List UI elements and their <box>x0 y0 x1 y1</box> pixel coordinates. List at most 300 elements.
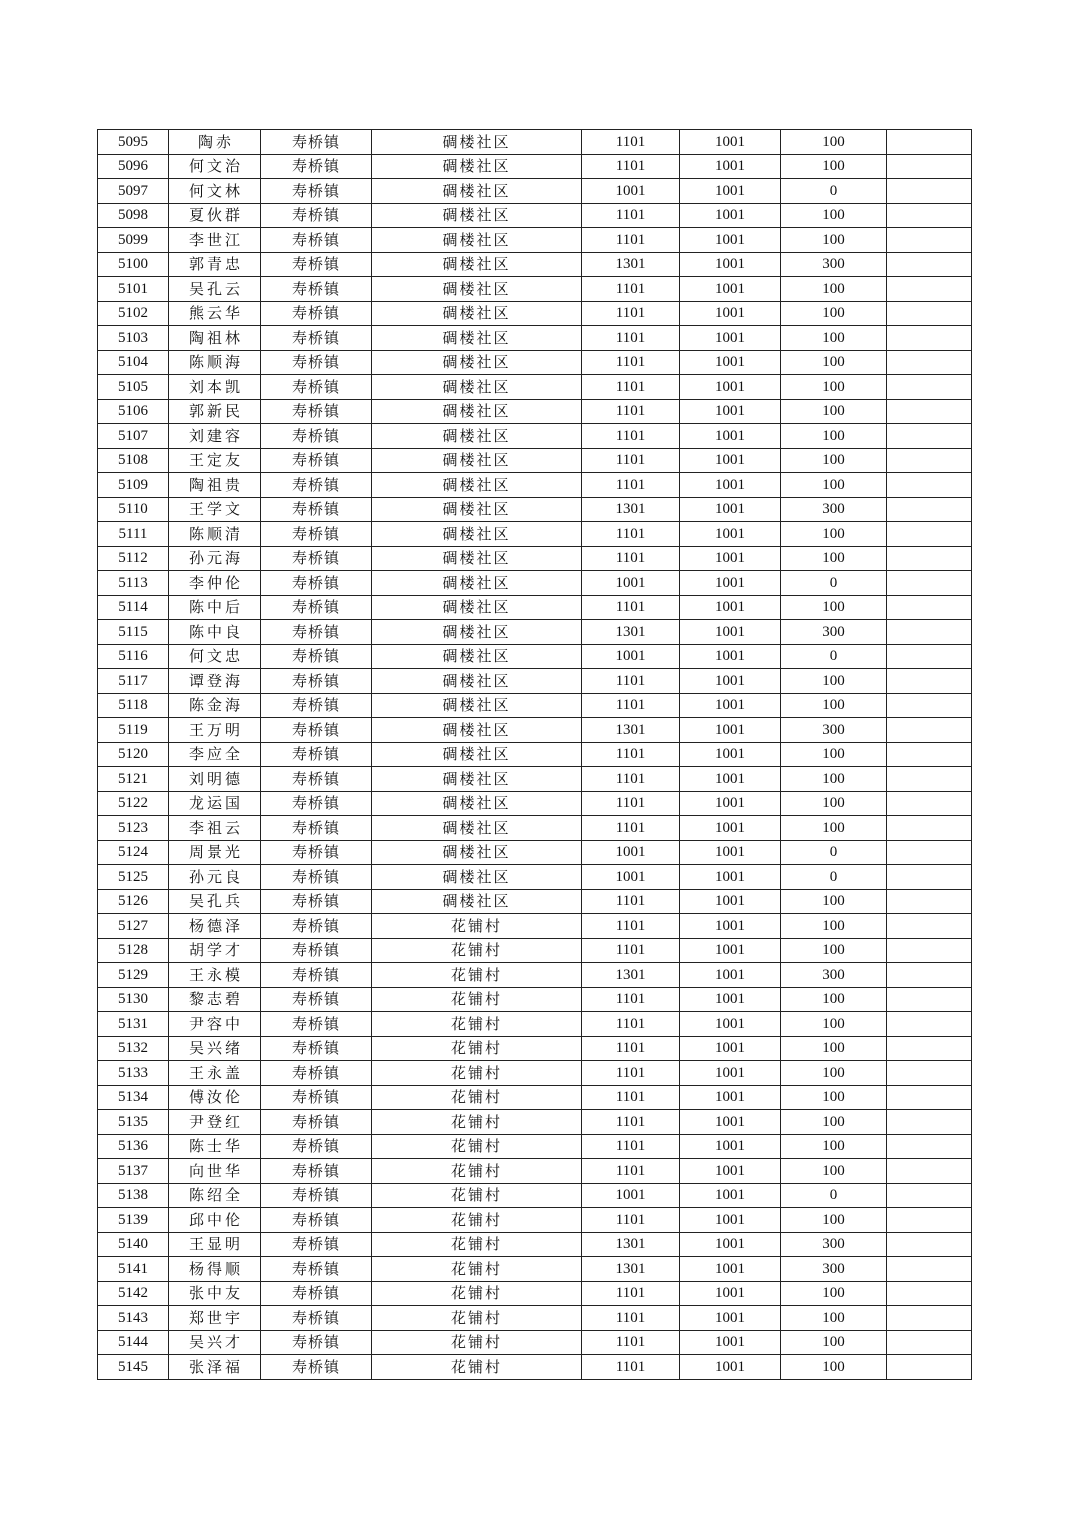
village-cell: 碉楼社区 <box>372 595 582 620</box>
town-cell: 寿桥镇 <box>261 424 372 449</box>
remark-cell <box>887 1085 972 1110</box>
remark-cell <box>887 693 972 718</box>
name-cell: 孙元海 <box>169 546 261 571</box>
amount-cell: 100 <box>781 914 887 939</box>
village-cell: 花铺村 <box>372 1183 582 1208</box>
serial-number-cell: 5142 <box>98 1281 169 1306</box>
town-cell: 寿桥镇 <box>261 865 372 890</box>
name-cell: 郭青忠 <box>169 252 261 277</box>
table-row <box>98 1232 972 1257</box>
code-b-cell: 1001 <box>680 473 781 498</box>
remark-cell <box>887 497 972 522</box>
serial-number-cell: 5095 <box>98 130 169 155</box>
town-cell: 寿桥镇 <box>261 644 372 669</box>
amount-cell: 100 <box>781 1036 887 1061</box>
amount-cell: 0 <box>781 840 887 865</box>
table-row <box>98 742 972 767</box>
table-row <box>98 865 972 890</box>
table-row <box>98 938 972 963</box>
town-cell: 寿桥镇 <box>261 1036 372 1061</box>
remark-cell <box>887 424 972 449</box>
table-row <box>98 522 972 547</box>
table-row <box>98 620 972 645</box>
remark-cell <box>887 448 972 473</box>
remark-cell <box>887 203 972 228</box>
name-cell: 李仲伦 <box>169 571 261 596</box>
remark-cell <box>887 473 972 498</box>
village-cell: 花铺村 <box>372 1134 582 1159</box>
remark-cell <box>887 767 972 792</box>
code-a-cell: 1101 <box>582 1330 680 1355</box>
code-b-cell: 1001 <box>680 963 781 988</box>
table-row <box>98 1281 972 1306</box>
village-cell: 碉楼社区 <box>372 620 582 645</box>
table-row <box>98 1208 972 1233</box>
code-b-cell: 1001 <box>680 130 781 155</box>
serial-number-cell: 5141 <box>98 1257 169 1282</box>
remark-cell <box>887 1257 972 1282</box>
amount-cell: 100 <box>781 669 887 694</box>
code-a-cell: 1101 <box>582 301 680 326</box>
remark-cell <box>887 301 972 326</box>
name-cell: 谭登海 <box>169 669 261 694</box>
serial-number-cell: 5128 <box>98 938 169 963</box>
amount-cell: 100 <box>781 1110 887 1135</box>
table-body <box>98 130 972 1380</box>
serial-number-cell: 5112 <box>98 546 169 571</box>
name-cell: 李世江 <box>169 228 261 253</box>
remark-cell <box>887 742 972 767</box>
town-cell: 寿桥镇 <box>261 987 372 1012</box>
serial-number-cell: 5108 <box>98 448 169 473</box>
table-row <box>98 203 972 228</box>
code-a-cell: 1101 <box>582 1355 680 1380</box>
code-b-cell: 1001 <box>680 1061 781 1086</box>
amount-cell: 100 <box>781 1159 887 1184</box>
table-row <box>98 179 972 204</box>
code-a-cell: 1101 <box>582 375 680 400</box>
name-cell: 邱中伦 <box>169 1208 261 1233</box>
table-row <box>98 595 972 620</box>
serial-number-cell: 5117 <box>98 669 169 694</box>
code-b-cell: 1001 <box>680 424 781 449</box>
village-cell: 花铺村 <box>372 1208 582 1233</box>
serial-number-cell: 5129 <box>98 963 169 988</box>
serial-number-cell: 5136 <box>98 1134 169 1159</box>
code-a-cell: 1101 <box>582 889 680 914</box>
name-cell: 陈顺清 <box>169 522 261 547</box>
code-b-cell: 1001 <box>680 718 781 743</box>
remark-cell <box>887 277 972 302</box>
amount-cell: 100 <box>781 203 887 228</box>
serial-number-cell: 5098 <box>98 203 169 228</box>
table-row <box>98 816 972 841</box>
amount-cell: 100 <box>781 154 887 179</box>
town-cell: 寿桥镇 <box>261 375 372 400</box>
code-a-cell: 1101 <box>582 1061 680 1086</box>
code-b-cell: 1001 <box>680 620 781 645</box>
town-cell: 寿桥镇 <box>261 1061 372 1086</box>
code-a-cell: 1301 <box>582 963 680 988</box>
village-cell: 碉楼社区 <box>372 350 582 375</box>
code-b-cell: 1001 <box>680 154 781 179</box>
village-cell: 碉楼社区 <box>372 497 582 522</box>
village-cell: 花铺村 <box>372 914 582 939</box>
table-row <box>98 399 972 424</box>
amount-cell: 100 <box>781 546 887 571</box>
name-cell: 吴孔云 <box>169 277 261 302</box>
serial-number-cell: 5145 <box>98 1355 169 1380</box>
code-a-cell: 1001 <box>582 1183 680 1208</box>
name-cell: 王显明 <box>169 1232 261 1257</box>
amount-cell: 100 <box>781 350 887 375</box>
table-row <box>98 473 972 498</box>
code-b-cell: 1001 <box>680 914 781 939</box>
town-cell: 寿桥镇 <box>261 816 372 841</box>
code-b-cell: 1001 <box>680 1306 781 1331</box>
serial-number-cell: 5101 <box>98 277 169 302</box>
village-cell: 花铺村 <box>372 1110 582 1135</box>
amount-cell: 300 <box>781 497 887 522</box>
serial-number-cell: 5140 <box>98 1232 169 1257</box>
table-row <box>98 791 972 816</box>
remark-cell <box>887 644 972 669</box>
name-cell: 周景光 <box>169 840 261 865</box>
remark-cell <box>887 1208 972 1233</box>
remark-cell <box>887 1012 972 1037</box>
code-a-cell: 1301 <box>582 718 680 743</box>
name-cell: 孙元良 <box>169 865 261 890</box>
remark-cell <box>887 252 972 277</box>
code-b-cell: 1001 <box>680 938 781 963</box>
village-cell: 花铺村 <box>372 963 582 988</box>
name-cell: 陈绍全 <box>169 1183 261 1208</box>
table-row <box>98 154 972 179</box>
code-a-cell: 1301 <box>582 252 680 277</box>
name-cell: 吴孔兵 <box>169 889 261 914</box>
code-a-cell: 1101 <box>582 228 680 253</box>
code-a-cell: 1301 <box>582 497 680 522</box>
name-cell: 陶赤 <box>169 130 261 155</box>
amount-cell: 100 <box>781 1355 887 1380</box>
code-b-cell: 1001 <box>680 301 781 326</box>
remark-cell <box>887 1306 972 1331</box>
amount-cell: 100 <box>781 448 887 473</box>
table-row <box>98 889 972 914</box>
code-a-cell: 1101 <box>582 987 680 1012</box>
remark-cell <box>887 154 972 179</box>
name-cell: 吴兴绪 <box>169 1036 261 1061</box>
code-b-cell: 1001 <box>680 767 781 792</box>
serial-number-cell: 5119 <box>98 718 169 743</box>
town-cell: 寿桥镇 <box>261 179 372 204</box>
code-b-cell: 1001 <box>680 1257 781 1282</box>
code-a-cell: 1101 <box>582 1306 680 1331</box>
name-cell: 傅汝伦 <box>169 1085 261 1110</box>
town-cell: 寿桥镇 <box>261 522 372 547</box>
town-cell: 寿桥镇 <box>261 1012 372 1037</box>
table-row <box>98 644 972 669</box>
town-cell: 寿桥镇 <box>261 914 372 939</box>
serial-number-cell: 5122 <box>98 791 169 816</box>
name-cell: 王定友 <box>169 448 261 473</box>
serial-number-cell: 5115 <box>98 620 169 645</box>
table-row <box>98 963 972 988</box>
amount-cell: 100 <box>781 791 887 816</box>
table-row <box>98 1085 972 1110</box>
remark-cell <box>887 571 972 596</box>
town-cell: 寿桥镇 <box>261 1159 372 1184</box>
serial-number-cell: 5124 <box>98 840 169 865</box>
amount-cell: 100 <box>781 1134 887 1159</box>
amount-cell: 100 <box>781 228 887 253</box>
code-a-cell: 1101 <box>582 130 680 155</box>
remark-cell <box>887 1134 972 1159</box>
amount-cell: 100 <box>781 1085 887 1110</box>
village-cell: 碉楼社区 <box>372 546 582 571</box>
remark-cell <box>887 1061 972 1086</box>
town-cell: 寿桥镇 <box>261 1330 372 1355</box>
village-cell: 花铺村 <box>372 938 582 963</box>
code-b-cell: 1001 <box>680 1134 781 1159</box>
serial-number-cell: 5144 <box>98 1330 169 1355</box>
town-cell: 寿桥镇 <box>261 473 372 498</box>
name-cell: 郑世宇 <box>169 1306 261 1331</box>
record-table-container <box>97 129 972 1380</box>
town-cell: 寿桥镇 <box>261 718 372 743</box>
town-cell: 寿桥镇 <box>261 154 372 179</box>
code-b-cell: 1001 <box>680 1159 781 1184</box>
village-cell: 碉楼社区 <box>372 889 582 914</box>
serial-number-cell: 5107 <box>98 424 169 449</box>
town-cell: 寿桥镇 <box>261 1208 372 1233</box>
table-row <box>98 718 972 743</box>
code-a-cell: 1101 <box>582 938 680 963</box>
village-cell: 碉楼社区 <box>372 203 582 228</box>
town-cell: 寿桥镇 <box>261 1257 372 1282</box>
table-row <box>98 1134 972 1159</box>
amount-cell: 100 <box>781 938 887 963</box>
serial-number-cell: 5123 <box>98 816 169 841</box>
code-a-cell: 1101 <box>582 1159 680 1184</box>
town-cell: 寿桥镇 <box>261 1306 372 1331</box>
town-cell: 寿桥镇 <box>261 228 372 253</box>
table-row <box>98 228 972 253</box>
amount-cell: 100 <box>781 1208 887 1233</box>
serial-number-cell: 5127 <box>98 914 169 939</box>
code-a-cell: 1001 <box>582 179 680 204</box>
code-a-cell: 1301 <box>582 620 680 645</box>
remark-cell <box>887 963 972 988</box>
village-cell: 碉楼社区 <box>372 571 582 596</box>
code-b-cell: 1001 <box>680 252 781 277</box>
amount-cell: 300 <box>781 963 887 988</box>
serial-number-cell: 5120 <box>98 742 169 767</box>
table-row <box>98 350 972 375</box>
name-cell: 杨德泽 <box>169 914 261 939</box>
amount-cell: 0 <box>781 1183 887 1208</box>
remark-cell <box>887 179 972 204</box>
name-cell: 陶祖贵 <box>169 473 261 498</box>
serial-number-cell: 5100 <box>98 252 169 277</box>
serial-number-cell: 5114 <box>98 595 169 620</box>
town-cell: 寿桥镇 <box>261 1110 372 1135</box>
code-b-cell: 1001 <box>680 889 781 914</box>
remark-cell <box>887 718 972 743</box>
remark-cell <box>887 889 972 914</box>
amount-cell: 100 <box>781 816 887 841</box>
village-cell: 碉楼社区 <box>372 522 582 547</box>
amount-cell: 300 <box>781 718 887 743</box>
name-cell: 向世华 <box>169 1159 261 1184</box>
village-cell: 碉楼社区 <box>372 277 582 302</box>
table-row <box>98 252 972 277</box>
code-a-cell: 1101 <box>582 669 680 694</box>
code-a-cell: 1101 <box>582 1012 680 1037</box>
remark-cell <box>887 1355 972 1380</box>
table-row <box>98 546 972 571</box>
town-cell: 寿桥镇 <box>261 742 372 767</box>
remark-cell <box>887 595 972 620</box>
serial-number-cell: 5135 <box>98 1110 169 1135</box>
name-cell: 何文治 <box>169 154 261 179</box>
amount-cell: 100 <box>781 987 887 1012</box>
code-a-cell: 1101 <box>582 448 680 473</box>
town-cell: 寿桥镇 <box>261 252 372 277</box>
village-cell: 碉楼社区 <box>372 718 582 743</box>
code-a-cell: 1101 <box>582 522 680 547</box>
code-b-cell: 1001 <box>680 1012 781 1037</box>
remark-cell <box>887 1281 972 1306</box>
table-row <box>98 1110 972 1135</box>
remark-cell <box>887 228 972 253</box>
town-cell: 寿桥镇 <box>261 620 372 645</box>
village-cell: 碉楼社区 <box>372 473 582 498</box>
village-cell: 花铺村 <box>372 1232 582 1257</box>
table-row <box>98 914 972 939</box>
serial-number-cell: 5110 <box>98 497 169 522</box>
name-cell: 何文忠 <box>169 644 261 669</box>
amount-cell: 300 <box>781 620 887 645</box>
remark-cell <box>887 865 972 890</box>
code-a-cell: 1001 <box>582 840 680 865</box>
serial-number-cell: 5139 <box>98 1208 169 1233</box>
serial-number-cell: 5096 <box>98 154 169 179</box>
remark-cell <box>887 816 972 841</box>
amount-cell: 100 <box>781 473 887 498</box>
amount-cell: 100 <box>781 424 887 449</box>
serial-number-cell: 5131 <box>98 1012 169 1037</box>
table-row <box>98 767 972 792</box>
village-cell: 碉楼社区 <box>372 228 582 253</box>
code-a-cell: 1101 <box>582 1110 680 1135</box>
name-cell: 杨得顺 <box>169 1257 261 1282</box>
code-b-cell: 1001 <box>680 399 781 424</box>
code-a-cell: 1101 <box>582 791 680 816</box>
table-row <box>98 1183 972 1208</box>
village-cell: 花铺村 <box>372 1355 582 1380</box>
code-a-cell: 1101 <box>582 1208 680 1233</box>
code-a-cell: 1001 <box>582 571 680 596</box>
remark-cell <box>887 914 972 939</box>
serial-number-cell: 5097 <box>98 179 169 204</box>
code-a-cell: 1101 <box>582 1281 680 1306</box>
town-cell: 寿桥镇 <box>261 767 372 792</box>
code-a-cell: 1101 <box>582 816 680 841</box>
table-row <box>98 1306 972 1331</box>
code-b-cell: 1001 <box>680 375 781 400</box>
village-cell: 花铺村 <box>372 1061 582 1086</box>
table-row <box>98 277 972 302</box>
amount-cell: 300 <box>781 252 887 277</box>
name-cell: 龙运国 <box>169 791 261 816</box>
code-b-cell: 1001 <box>680 865 781 890</box>
remark-cell <box>887 350 972 375</box>
table-row <box>98 130 972 155</box>
remark-cell <box>887 546 972 571</box>
code-b-cell: 1001 <box>680 644 781 669</box>
table-row <box>98 1036 972 1061</box>
code-b-cell: 1001 <box>680 1183 781 1208</box>
village-cell: 碉楼社区 <box>372 154 582 179</box>
code-a-cell: 1101 <box>582 277 680 302</box>
code-a-cell: 1101 <box>582 399 680 424</box>
name-cell: 吴兴才 <box>169 1330 261 1355</box>
name-cell: 陈金海 <box>169 693 261 718</box>
amount-cell: 100 <box>781 399 887 424</box>
amount-cell: 100 <box>781 1061 887 1086</box>
village-cell: 花铺村 <box>372 987 582 1012</box>
table-row <box>98 497 972 522</box>
code-a-cell: 1101 <box>582 1085 680 1110</box>
code-b-cell: 1001 <box>680 546 781 571</box>
table-row <box>98 987 972 1012</box>
name-cell: 李祖云 <box>169 816 261 841</box>
name-cell: 尹容中 <box>169 1012 261 1037</box>
village-cell: 碉楼社区 <box>372 816 582 841</box>
name-cell: 熊云华 <box>169 301 261 326</box>
serial-number-cell: 5132 <box>98 1036 169 1061</box>
amount-cell: 100 <box>781 889 887 914</box>
village-cell: 碉楼社区 <box>372 399 582 424</box>
code-b-cell: 1001 <box>680 693 781 718</box>
remark-cell <box>887 522 972 547</box>
code-b-cell: 1001 <box>680 571 781 596</box>
town-cell: 寿桥镇 <box>261 1355 372 1380</box>
name-cell: 王学文 <box>169 497 261 522</box>
town-cell: 寿桥镇 <box>261 1281 372 1306</box>
code-b-cell: 1001 <box>680 1036 781 1061</box>
table-row <box>98 1061 972 1086</box>
name-cell: 胡学才 <box>169 938 261 963</box>
town-cell: 寿桥镇 <box>261 448 372 473</box>
amount-cell: 100 <box>781 595 887 620</box>
code-b-cell: 1001 <box>680 277 781 302</box>
amount-cell: 100 <box>781 1281 887 1306</box>
table-row <box>98 1012 972 1037</box>
town-cell: 寿桥镇 <box>261 938 372 963</box>
village-cell: 碉楼社区 <box>372 179 582 204</box>
village-cell: 碉楼社区 <box>372 424 582 449</box>
village-cell: 花铺村 <box>372 1306 582 1331</box>
town-cell: 寿桥镇 <box>261 669 372 694</box>
town-cell: 寿桥镇 <box>261 1183 372 1208</box>
amount-cell: 0 <box>781 644 887 669</box>
town-cell: 寿桥镇 <box>261 840 372 865</box>
serial-number-cell: 5113 <box>98 571 169 596</box>
town-cell: 寿桥镇 <box>261 497 372 522</box>
amount-cell: 100 <box>781 130 887 155</box>
